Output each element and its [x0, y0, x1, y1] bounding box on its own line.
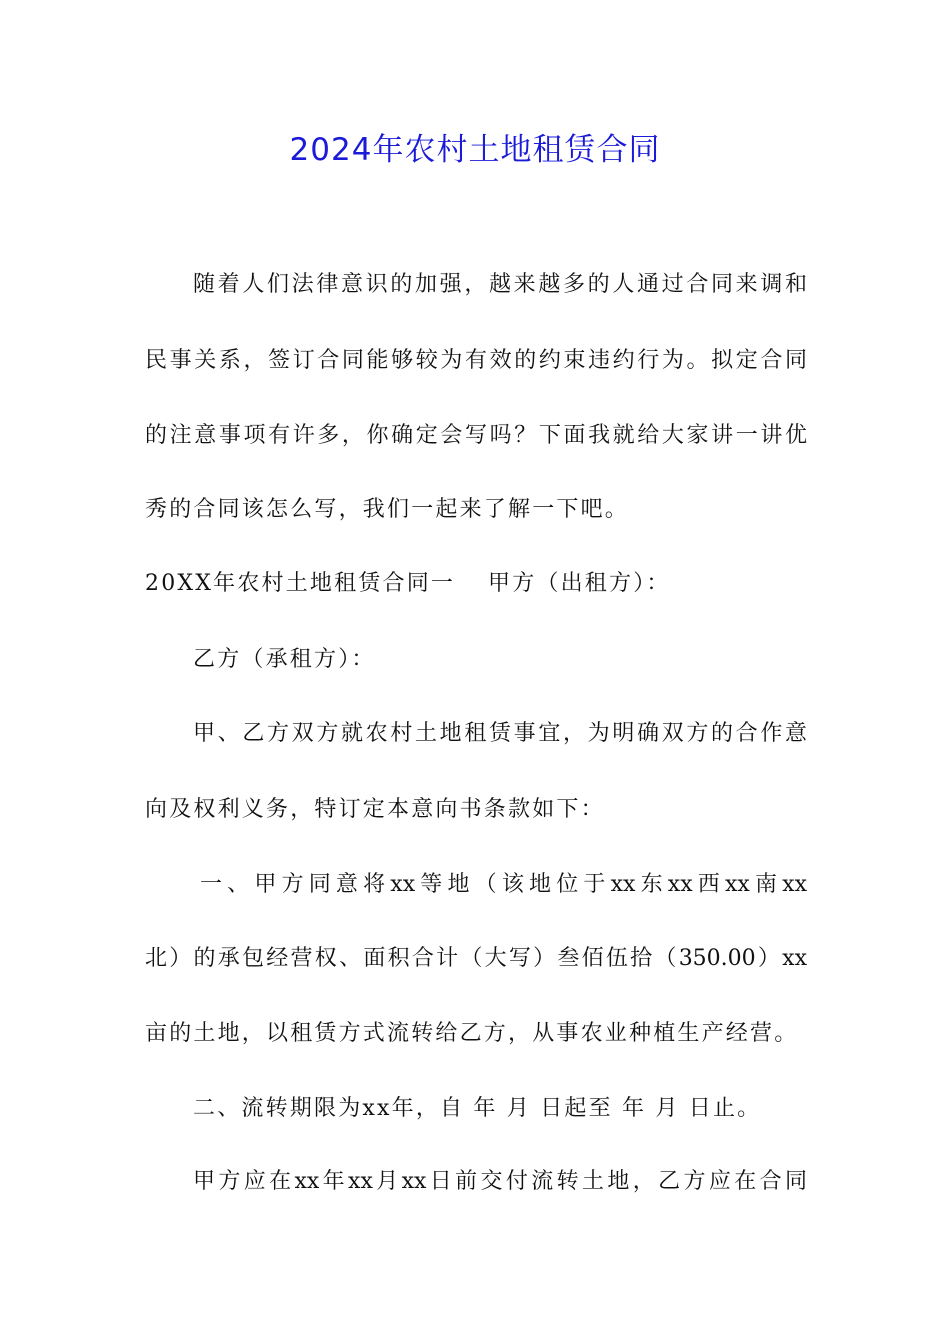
clause-1-line-2: 北）的承包经营权、面积合计（大写）叁佰伍拾（350.00）xx: [145, 946, 807, 971]
clause-2-line: 二、流转期限为xx年，自 年 月 日起至 年 月 日止。: [193, 1096, 762, 1121]
intro-line-3: 的注意事项有许多，你确定会写吗？下面我就给大家讲一讲优: [145, 423, 807, 448]
contract-heading: 20XX年农村土地租赁合同一: [145, 571, 456, 596]
clause-1-line-3: 亩的土地，以租赁方式流转给乙方，从事农业种植生产经营。: [145, 1021, 799, 1046]
preamble-line-1: 甲、乙方双方就农村土地租赁事宜，为明确双方的合作意: [193, 721, 807, 746]
document-title: 2024年农村土地租赁合同: [289, 132, 661, 168]
party-b-label: 乙方（承租方）：: [193, 647, 376, 672]
clause-3-line-1: 甲方应在xx年xx月xx日前交付流转土地，乙方应在合同: [193, 1169, 807, 1194]
party-a-label: 甲方（出租方）：: [488, 571, 671, 596]
preamble-line-2: 向及权利义务，特订定本意向书条款如下：: [145, 797, 605, 822]
intro-line-4: 秀的合同该怎么写，我们一起来了解一下吧。: [145, 497, 630, 522]
intro-line-1: 随着人们法律意识的加强，越来越多的人通过合同来调和: [193, 272, 807, 297]
clause-1-line-1: 一、甲方同意将xx等地（该地位于xx东xx西xx南xx: [200, 872, 807, 897]
intro-line-2: 民事关系，签订合同能够较为有效的约束违约行为。拟定合同: [145, 348, 807, 373]
